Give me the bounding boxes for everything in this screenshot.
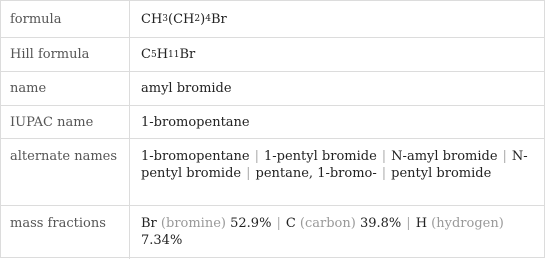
row-iupac-name — [1, 106, 544, 139]
separator: | — [381, 166, 387, 181]
mass-fraction-percent: 7.34% — [141, 233, 183, 248]
row-hill-formula — [1, 38, 544, 72]
alternate-name: pentyl bromide — [391, 166, 492, 181]
iupac-name-value: 1-bromopentane — [141, 114, 250, 130]
formula-value: CH 3 (CH 2 ) 4 Br — [141, 11, 227, 27]
mass-fraction-element: (hydrogen) — [431, 216, 504, 231]
hill-formula-label: Hill formula — [1, 38, 130, 71]
name-value: amyl bromide — [141, 81, 232, 96]
alternate-name: N-pentyl bromide — [141, 149, 528, 181]
alternate-name: N-amyl bromide — [391, 149, 498, 164]
row-mass-fractions — [1, 206, 544, 259]
alternate-name: 1-bromopentane — [141, 149, 250, 164]
row-alternate-names — [1, 139, 544, 206]
mass-fraction-percent: 52.9% — [230, 216, 272, 231]
separator: | — [406, 216, 411, 231]
separator: | — [246, 166, 251, 181]
iupac-name-label: IUPAC name — [1, 106, 130, 138]
mass-fraction-symbol: Br — [141, 216, 157, 231]
mass-fractions-value — [130, 206, 544, 259]
separator: | — [254, 149, 259, 164]
alternate-name: pentane, 1-bromo- — [255, 166, 377, 181]
alternate-names-label: alternate names — [1, 139, 130, 205]
formula-label: formula — [1, 1, 130, 37]
alternate-names-value — [130, 139, 544, 205]
mass-fractions-label: mass fractions — [1, 206, 130, 259]
hill-formula-value: C 5 H 11 Br — [141, 47, 196, 62]
row-formula — [1, 1, 544, 38]
mass-fraction-element: (bromine) — [160, 216, 226, 231]
mass-fraction-symbol: C — [285, 216, 296, 231]
mass-fraction-percent: 39.8% — [359, 216, 402, 231]
mass-fraction-element: (carbon) — [299, 216, 356, 231]
mass-fraction-symbol: H — [415, 216, 428, 231]
separator: | — [276, 216, 281, 231]
separator: | — [381, 149, 387, 164]
separator: | — [502, 149, 507, 164]
name-label: name — [1, 72, 130, 105]
alternate-name: 1-pentyl bromide — [264, 149, 377, 164]
row-name — [1, 72, 544, 106]
